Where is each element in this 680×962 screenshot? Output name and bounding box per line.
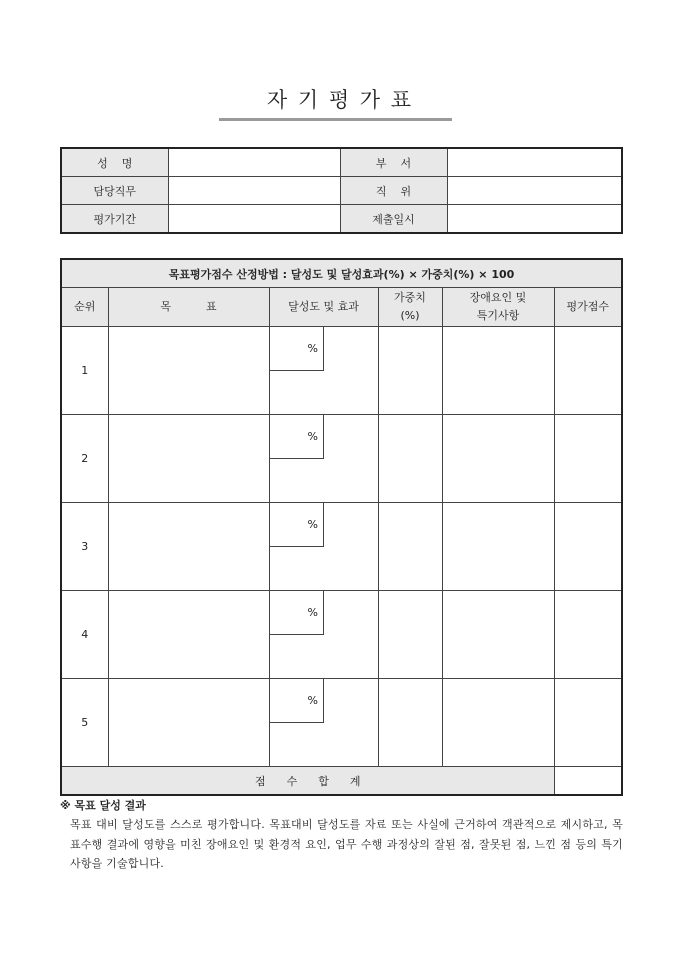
submit-date-label: 제출일시 — [340, 205, 447, 234]
table-row — [61, 415, 622, 503]
weight-header — [378, 288, 442, 327]
table-row — [61, 503, 622, 591]
weight-header-line1: 가중치 — [394, 291, 426, 304]
name-label: 성 명 — [61, 148, 168, 177]
achievement-percent-box[interactable] — [270, 415, 324, 459]
department-field[interactable] — [447, 148, 622, 177]
note-title: ※ 목표 달성 결과 — [60, 799, 146, 812]
table-row — [61, 327, 622, 415]
rank-cell: 2 — [61, 415, 108, 503]
goal-cell[interactable] — [108, 327, 269, 415]
table-row — [61, 679, 622, 767]
total-score-cell[interactable] — [554, 767, 622, 796]
period-label: 평가기간 — [61, 205, 168, 234]
factors-cell[interactable] — [442, 415, 554, 503]
achievement-percent-box[interactable] — [270, 591, 324, 635]
factors-cell[interactable] — [442, 327, 554, 415]
achievement-percent-box[interactable] — [270, 503, 324, 547]
score-cell[interactable] — [554, 679, 622, 767]
title-underline — [219, 118, 452, 121]
period-field[interactable] — [168, 205, 340, 234]
goal-cell[interactable] — [108, 415, 269, 503]
score-cell[interactable] — [554, 591, 622, 679]
rank-cell: 4 — [61, 591, 108, 679]
goal-cell[interactable] — [108, 679, 269, 767]
percent-sign: % — [307, 694, 318, 707]
table-row — [61, 591, 622, 679]
rank-cell: 3 — [61, 503, 108, 591]
position-label: 직 위 — [340, 177, 447, 205]
score-header: 평가점수 — [554, 288, 622, 327]
score-cell[interactable] — [554, 327, 622, 415]
weight-header-line2: (%) — [400, 309, 420, 322]
achievement-cell[interactable] — [269, 503, 378, 591]
score-cell[interactable] — [554, 503, 622, 591]
weight-cell[interactable] — [378, 415, 442, 503]
percent-sign: % — [307, 518, 318, 531]
factors-header-line1: 장애요인 및 — [469, 291, 527, 304]
goal-cell[interactable] — [108, 503, 269, 591]
rank-header: 순위 — [61, 288, 108, 327]
total-score-label: 점 수 합 계 — [61, 767, 554, 796]
achievement-cell[interactable] — [269, 679, 378, 767]
weight-cell[interactable] — [378, 591, 442, 679]
achievement-percent-box[interactable] — [270, 327, 324, 371]
personal-info-table — [60, 147, 623, 234]
goal-evaluation-table — [60, 258, 623, 796]
submit-date-field[interactable] — [447, 205, 622, 234]
factors-cell[interactable] — [442, 679, 554, 767]
note-body: 목표 대비 달성도를 스스로 평가합니다. 목표대비 달성도를 자료 또는 사실에 근거하여 객관적으로 제시하고, 목표수행 결과에 영향을 미친 장애요인 및 환경적 요인, 업무 수행 과정상의 잘된 점, 잘못된 점, 느낀 점 등의 특기사항을 기술합니다. — [70, 818, 623, 870]
factors-header-line2: 특기사항 — [476, 309, 520, 322]
achievement-cell[interactable] — [269, 591, 378, 679]
form-title: 자 기 평 가 표 — [266, 88, 414, 112]
achievement-cell[interactable] — [269, 415, 378, 503]
weight-cell[interactable] — [378, 679, 442, 767]
percent-sign: % — [307, 430, 318, 443]
percent-sign: % — [307, 342, 318, 355]
factors-cell[interactable] — [442, 503, 554, 591]
achievement-header: 달성도 및 효과 — [269, 288, 378, 327]
rank-cell: 5 — [61, 679, 108, 767]
score-formula: 목표평가점수 산정방법 : 달성도 및 달성효과(%) × 가중치(%) × 100 — [61, 259, 622, 288]
duty-label: 담당직무 — [61, 177, 168, 205]
factors-header — [442, 288, 554, 327]
achievement-cell[interactable] — [269, 327, 378, 415]
goal-cell[interactable] — [108, 591, 269, 679]
duty-field[interactable] — [168, 177, 340, 205]
goal-header: 목 표 — [108, 288, 269, 327]
weight-cell[interactable] — [378, 327, 442, 415]
achievement-percent-box[interactable] — [270, 679, 324, 723]
weight-cell[interactable] — [378, 503, 442, 591]
score-cell[interactable] — [554, 415, 622, 503]
percent-sign: % — [307, 606, 318, 619]
name-field[interactable] — [168, 148, 340, 177]
position-field[interactable] — [447, 177, 622, 205]
rank-cell: 1 — [61, 327, 108, 415]
department-label: 부 서 — [340, 148, 447, 177]
factors-cell[interactable] — [442, 591, 554, 679]
